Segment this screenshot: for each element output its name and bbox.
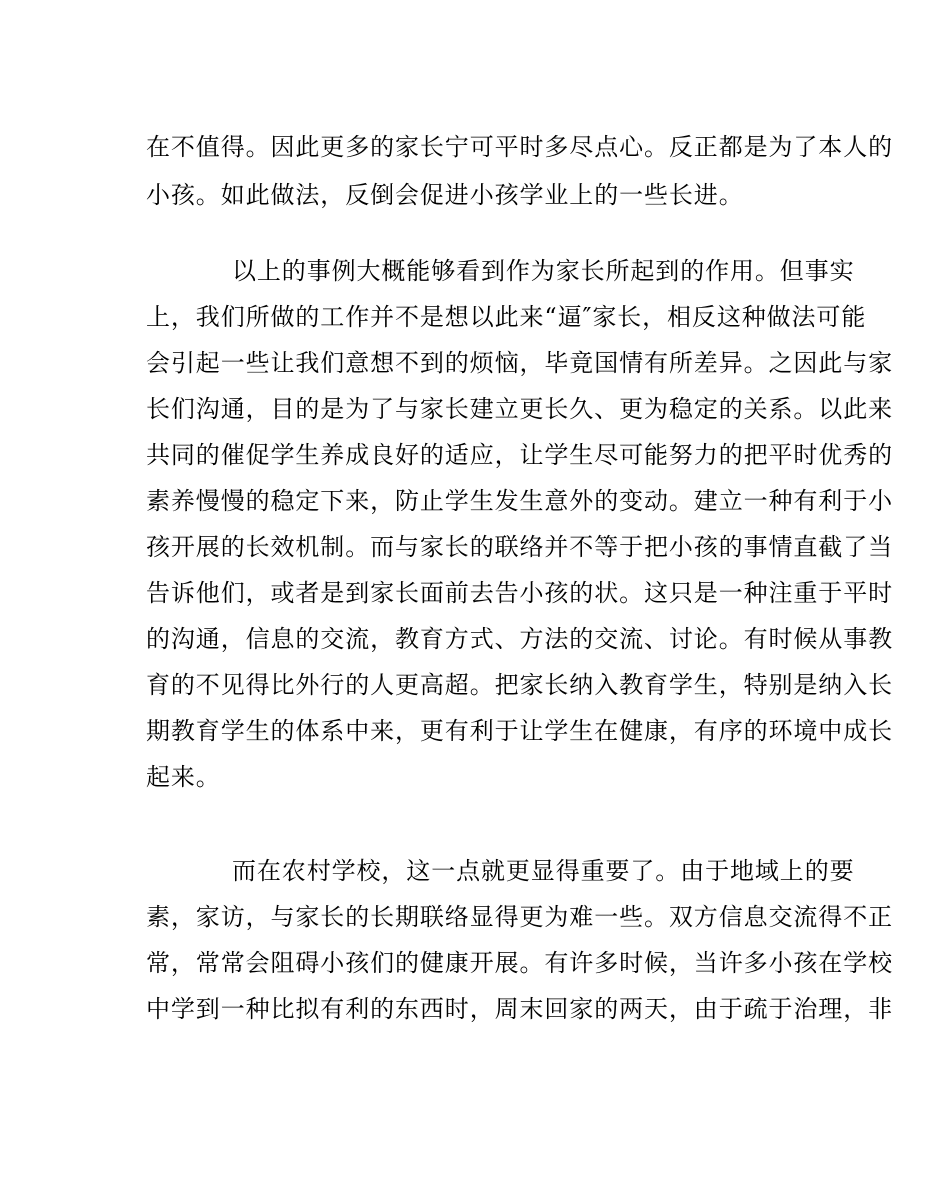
- text-line: 起来。: [146, 763, 221, 791]
- text-line: 孩开展的长效机制。而与家长的联络并不等于把小孩的事情直截了当: [146, 533, 893, 561]
- text-line: 长们沟通，目的是为了与家长建立更长久、更为稳定的关系。以此来: [146, 395, 893, 423]
- text-line: 告诉他们，或者是到家长面前去告小孩的状。这只是一种注重于平时: [146, 579, 893, 607]
- text-line: 上，我们所做的工作并不是想以此来“逼″家长，相反这种做法可能: [146, 303, 867, 331]
- text-line: 共同的催促学生养成良好的适应，让学生尽可能努力的把平时优秀的: [146, 441, 893, 469]
- text-line: 素，家访，与家长的长期联络显得更为难一些。双方信息交流得不正: [146, 903, 893, 931]
- text-line: 中学到一种比拟有利的东西时，周末回家的两天，由于疏于治理，非: [146, 995, 893, 1023]
- text-line: 会引起一些让我们意想不到的烦恼，毕竟国情有所差异。之因此与家: [146, 349, 893, 377]
- text-line: 以上的事例大概能够看到作为家长所起到的作用。但事实: [232, 257, 855, 285]
- text-line: 素养慢慢的稳定下来，防止学生发生意外的变动。建立一种有利于小: [146, 487, 893, 515]
- text-line: 小孩。如此做法，反倒会促进小孩学业上的一些长进。: [146, 181, 744, 209]
- text-line: 在不值得。因此更多的家长宁可平时多尽点心。反正都是为了本人的: [146, 133, 893, 161]
- text-line: 而在农村学校，这一点就更显得重要了。由于地域上的要: [232, 857, 855, 885]
- text-line: 常，常常会阻碍小孩们的健康开展。有许多时候，当许多小孩在学校: [146, 949, 893, 977]
- text-line: 的沟通，信息的交流，教育方式、方法的交流、讨论。有时候从事教: [146, 625, 893, 653]
- text-line: 育的不见得比外行的人更高超。把家长纳入教育学生，特别是纳入长: [146, 671, 893, 699]
- text-line: 期教育学生的体系中来，更有利于让学生在健康，有序的环境中成长: [146, 717, 893, 745]
